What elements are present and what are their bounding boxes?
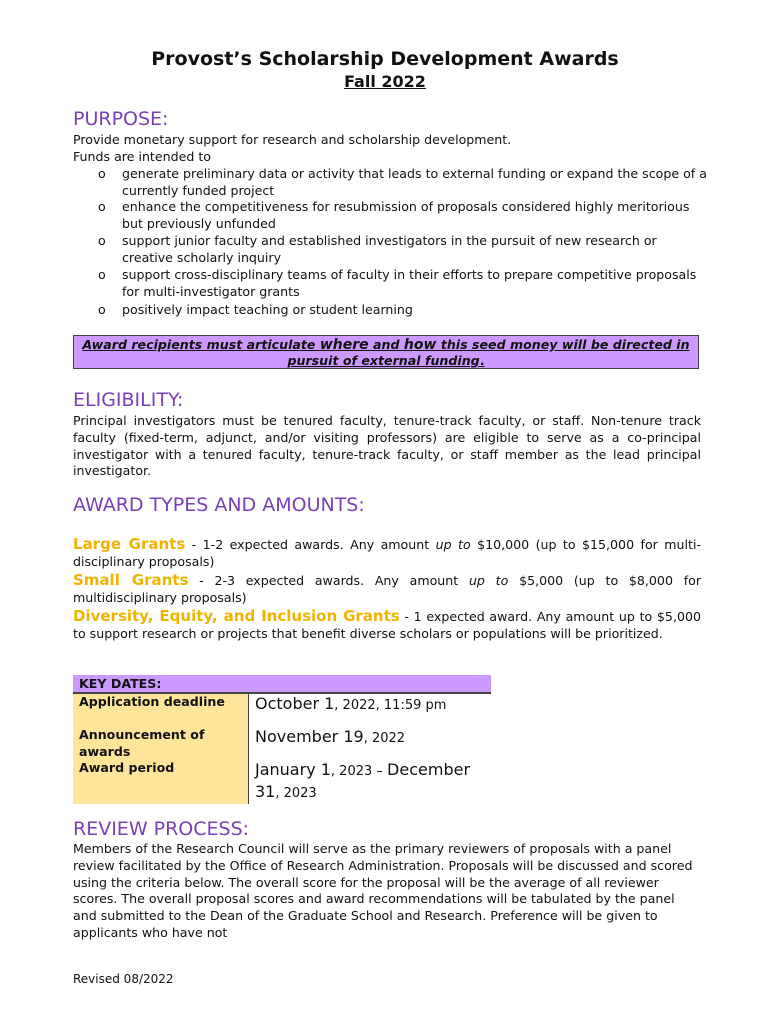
callout-end: . — [479, 353, 485, 368]
date-period-start: January 1 — [255, 760, 331, 779]
date-announcement-rest: , 2022 — [363, 731, 406, 746]
purpose-bullet — [98, 199, 708, 233]
key-date-value — [249, 693, 492, 727]
document-title: Provost’s Scholarship Development Awards — [151, 48, 619, 70]
key-date-label: Announcement of awards — [73, 727, 249, 760]
callout-how: how — [403, 337, 437, 353]
award-desc-italic: up to — [468, 573, 509, 588]
eligibility-text: Principal investigators must be tenured faculty, tenure-track faculty, or staff. Non-tenure track faculty (fixed-term, adjunct, and/or visiting professors) are eligible to serve as a co-principal investigator with a tenured faculty, tenure-track faculty, or staff member as the lead principal investigator. — [73, 413, 701, 479]
awards-heading: AWARD TYPES AND AMOUNTS: — [73, 494, 365, 516]
key-dates-table — [73, 675, 491, 804]
award-item-large — [73, 536, 701, 571]
purpose-heading: PURPOSE: — [73, 108, 169, 130]
document-term: Fall 2022 — [344, 72, 426, 91]
funding-callout — [73, 335, 699, 369]
award-sep: - — [185, 537, 203, 552]
purpose-bullet — [98, 302, 708, 319]
purpose-intro: Provide monetary support for research and scholarship development. — [73, 132, 512, 147]
date-period-end: December 31 — [255, 760, 471, 801]
callout-text-3: this seed money will be directed in pursuit of external funding — [287, 337, 690, 368]
award-item-dei — [73, 608, 701, 643]
bullet-text: enhance the competitiveness for resubmission of proposals considered highly meritorious but previously unfunded — [122, 199, 690, 231]
key-date-label: Award period — [73, 760, 249, 804]
award-desc-2: $10,000 (up to $15,000 for multi-disciplinary proposals) — [73, 537, 701, 569]
bullet-marker: o — [98, 267, 106, 282]
award-item-small — [73, 572, 701, 607]
purpose-bullet — [98, 233, 708, 267]
date-period-sep: , 2023 – — [330, 764, 388, 779]
date-application: October 1 — [255, 694, 335, 713]
callout-text-1: Award recipients must articulate — [82, 337, 320, 352]
bullet-text: positively impact teaching or student learning — [122, 302, 413, 317]
key-date-value — [249, 760, 492, 804]
review-heading: REVIEW PROCESS: — [73, 818, 250, 840]
bullet-marker: o — [98, 166, 106, 181]
purpose-bullet — [98, 166, 708, 200]
award-sep: - — [399, 609, 414, 624]
date-period-end-rest: , 2023 — [275, 786, 317, 801]
review-text: Members of the Research Council will serve as the primary reviewers of proposals with a panel review facilitated by the Office of Research Administration. Proposals will be discussed and scored using the criteria below. The overall score for the proposal will be the average of all reviewer scores. The overall proposal scores and award recommendations will be tabulated by the panel and submitted to the Dean of the Graduate School and Research. Preference will be given to applicants who have not — [73, 841, 693, 940]
award-desc: 1 expected award. Any amount up to $5,000 to support research or projects that benefit diverse scholars or populations will be prioritized. — [73, 609, 701, 641]
award-name: Diversity, Equity, and Inclusion Grants — [73, 607, 400, 625]
award-desc-italic: up to — [435, 537, 471, 552]
bullet-text: generate preliminary data or activity that leads to external funding or expand the scope of a currently funded project — [122, 166, 707, 198]
award-sep: - — [188, 573, 215, 588]
purpose-bullet — [98, 267, 708, 301]
bullet-text: support junior faculty and established investigators in the pursuit of new research or creative scholarly inquiry — [122, 233, 657, 265]
revised-footer: Revised 08/2022 — [73, 972, 174, 986]
award-name: Small Grants — [73, 571, 189, 589]
award-desc-2: $5,000 (up to $8,000 for multidisciplinary proposals) — [73, 573, 702, 605]
key-dates-heading: KEY DATES: — [73, 675, 491, 693]
date-application-rest: , 2022, 11:59 pm — [334, 698, 447, 713]
date-announcement: November 19 — [255, 727, 364, 746]
eligibility-heading: ELIGIBILITY: — [73, 389, 184, 411]
award-name: Large Grants — [73, 535, 186, 553]
key-date-value — [249, 727, 492, 760]
key-date-label: Application deadline — [73, 693, 249, 727]
bullet-marker: o — [98, 233, 106, 248]
callout-where: where — [319, 337, 369, 353]
bullet-marker: o — [98, 302, 106, 317]
callout-text-2: and — [368, 337, 404, 352]
bullet-text: support cross-disciplinary teams of faculty in their efforts to prepare competitive proposals for multi-investigator grants — [122, 267, 697, 299]
purpose-intro-2: Funds are intended to — [73, 149, 211, 164]
bullet-marker: o — [98, 199, 106, 214]
award-desc: 2-3 expected awards. Any amount — [214, 573, 469, 588]
award-desc: 1-2 expected awards. Any amount — [202, 537, 436, 552]
